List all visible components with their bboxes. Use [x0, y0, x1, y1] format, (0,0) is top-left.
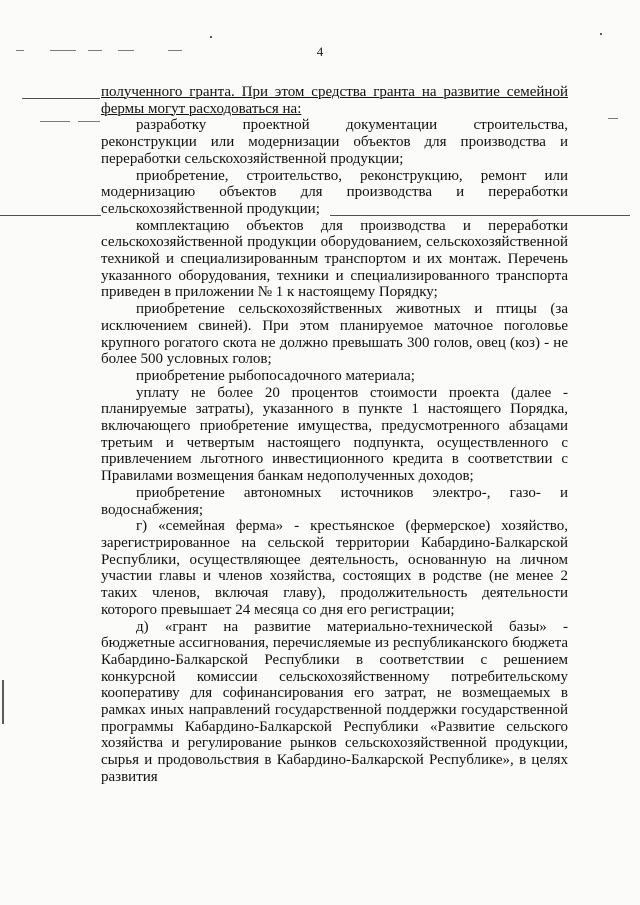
paragraph: г) «семейная ферма» - крестьянское (фермерское) хозяйство, зарегистрированное на сельской территории Кабардино-Балкарской Республики, осуществляющее деятельность, основанную на личном участии главы и членов хозяйства, состоящих в родстве (не менее 2 таких членов, включая главу), продолжительность деятельности которого превышает 24 месяца со дня его регистрации; [101, 518, 568, 618]
paragraph: приобретение рыбопосадочного материала; [136, 367, 415, 384]
scan-dash [40, 121, 70, 122]
paragraph: разработку проектной документации строительства, реконструкции или модернизации объектов для производства и переработки сельскохозяйственной продукции; [101, 117, 568, 167]
page-number: 4 [316, 44, 324, 59]
paragraph: полученного гранта. При этом средства гранта на развитие семейной фермы могут расходоваться на: [101, 84, 568, 117]
paragraph: приобретение сельскохозяйственных животных и птицы (за исключением свиней). При этом планируемое маточное поголовье крупного рогатого скота не должно превышать 300 голов, овец (коз) - не более 500 условных голов; [101, 301, 568, 368]
scan-dash [50, 50, 76, 51]
scan-speck [600, 33, 602, 35]
scan-dash [608, 118, 618, 119]
paragraph: д) «грант на развитие материально-технической базы» - бюджетные ассигнования, перечисляемые из республиканского бюджета Кабардино-Балкарской Республики в соответствии с решением конкурсной комиссии сельскохозяйственному потребительскому кооперативу для софинансирования его затрат, не возмещаемых в рамках иных направлений государственной поддержки государственной программы Кабардино-Балкарской Республики «Развитие сельского хозяйства и регулирование рынков сельскохозяйственной продукции, сырья и продовольствия в Кабардино-Балкарской Республике», в целях развития [101, 618, 568, 785]
paragraph: приобретение, строительство, реконструкцию, ремонт или модернизацию объектов для производства и переработки сельскохозяйственной продукции; [101, 167, 568, 217]
scan-dash [78, 121, 100, 122]
paragraph: комплектацию объектов для производства и переработки сельскохозяйственной продукции оборудованием, сельскохозяйственной техникой и специализированным транспортом и их монтаж. Перечень указанного оборудования, техники и специализированного транспорта приведен в приложении № 1 к настоящему Порядку; [101, 217, 568, 301]
scan-dash [16, 50, 24, 51]
scan-edge-mark [2, 680, 4, 724]
scan-dash [88, 50, 102, 51]
scan-rule [22, 98, 100, 99]
body-text [101, 84, 568, 786]
scan-dash [168, 50, 182, 51]
scan-rule [0, 215, 101, 216]
paragraph: приобретение автономных источников электро-, газо- и водоснабжения; [101, 484, 568, 518]
scan-dash [118, 50, 134, 51]
paragraph: уплату не более 20 процентов стоимости проекта (далее - планируемые затраты), указанного в пункте 1 настоящего Порядка, включающего приобретение имущества, предусмотренного абзацами третьим и четвертым настоящего подпункта, осуществленного с привлечением льготного инвестиционного кредита в соответствии с Правилами возмещения банкам недополученных доходов; [101, 384, 568, 485]
scan-speck [210, 36, 212, 38]
